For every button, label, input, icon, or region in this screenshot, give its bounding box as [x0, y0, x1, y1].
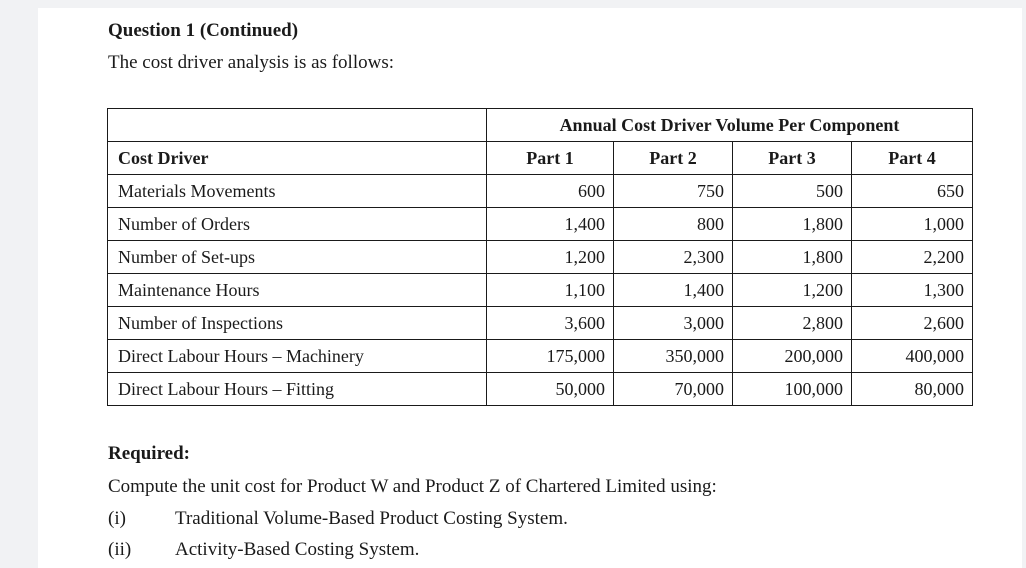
volume-cell: 1,400 [487, 208, 614, 241]
volume-cell: 750 [614, 175, 733, 208]
cost-driver-cell: Direct Labour Hours – Fitting [108, 373, 487, 406]
table-header-row [108, 142, 973, 175]
table-row [108, 208, 973, 241]
table-group-header-row [108, 109, 973, 142]
cost-driver-cell: Materials Movements [108, 175, 487, 208]
document-page [38, 8, 1022, 568]
table-row [108, 340, 973, 373]
volume-cell: 2,200 [852, 241, 973, 274]
volume-cell: 500 [733, 175, 852, 208]
table-row [108, 175, 973, 208]
volume-cell: 3,600 [487, 307, 614, 340]
volume-cell: 1,100 [487, 274, 614, 307]
option-number: (i) [108, 508, 126, 529]
volume-cell: 600 [487, 175, 614, 208]
volume-cell: 1,400 [614, 274, 733, 307]
table-row [108, 307, 973, 340]
volume-cell: 650 [852, 175, 973, 208]
volume-cell: 70,000 [614, 373, 733, 406]
option-item [108, 539, 419, 561]
cost-driver-cell: Maintenance Hours [108, 274, 487, 307]
table-row [108, 373, 973, 406]
empty-header-cell [108, 109, 487, 142]
volume-cell: 2,800 [733, 307, 852, 340]
volume-cell: 100,000 [733, 373, 852, 406]
volume-cell: 2,300 [614, 241, 733, 274]
volume-cell: 2,600 [852, 307, 973, 340]
cost-driver-cell: Direct Labour Hours – Machinery [108, 340, 487, 373]
cost-driver-header: Cost Driver [108, 142, 487, 175]
question-heading: Question 1 (Continued) [108, 20, 299, 41]
option-item [108, 508, 568, 530]
volume-cell: 800 [614, 208, 733, 241]
part-header: Part 3 [733, 142, 852, 175]
cost-driver-cell: Number of Orders [108, 208, 487, 241]
volume-cell: 1,200 [733, 274, 852, 307]
volume-cell: 1,800 [733, 241, 852, 274]
table-row [108, 274, 973, 307]
volume-cell: 1,200 [487, 241, 614, 274]
volume-cell: 175,000 [487, 340, 614, 373]
volume-cell: 1,000 [852, 208, 973, 241]
required-label: Required: [108, 443, 190, 464]
cost-driver-cell: Number of Inspections [108, 307, 487, 340]
part-header: Part 2 [614, 142, 733, 175]
group-header: Annual Cost Driver Volume Per Component [487, 109, 973, 142]
volume-cell: 50,000 [487, 373, 614, 406]
option-number: (ii) [108, 539, 132, 560]
table-body [108, 175, 973, 406]
volume-cell: 1,800 [733, 208, 852, 241]
volume-cell: 200,000 [733, 340, 852, 373]
option-text: Traditional Volume-Based Product Costing System. [175, 508, 568, 529]
part-header: Part 1 [487, 142, 614, 175]
cost-driver-cell: Number of Set-ups [108, 241, 487, 274]
volume-cell: 1,300 [852, 274, 973, 307]
volume-cell: 400,000 [852, 340, 973, 373]
cost-driver-table [107, 108, 973, 406]
part-header: Part 4 [852, 142, 973, 175]
table-row [108, 241, 973, 274]
volume-cell: 80,000 [852, 373, 973, 406]
volume-cell: 3,000 [614, 307, 733, 340]
intro-text: The cost driver analysis is as follows: [108, 52, 395, 73]
volume-cell: 350,000 [614, 340, 733, 373]
compute-text: Compute the unit cost for Product W and Product Z of Chartered Limited using: [108, 476, 717, 497]
option-text: Activity-Based Costing System. [175, 539, 420, 560]
